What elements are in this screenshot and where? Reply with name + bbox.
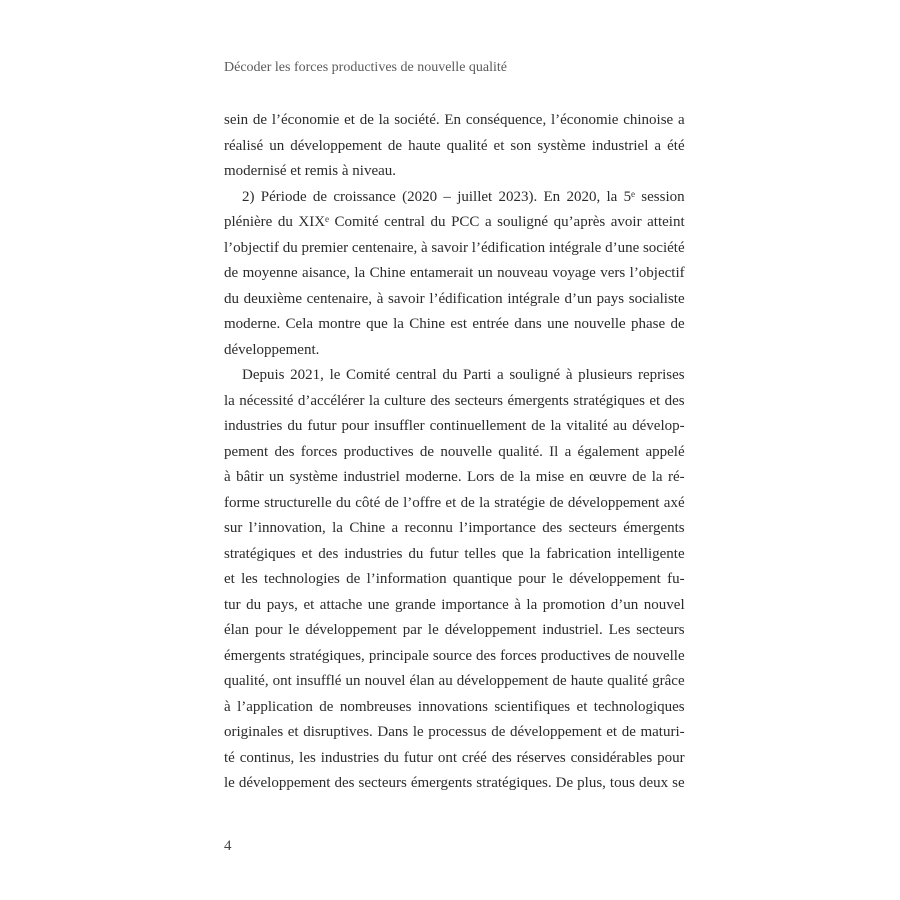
text-line [224,389,685,415]
text-line-content: pement des forces productives de nouvelle qualité. Il a également appelé [224,443,685,460]
text-line-content: qualité, ont insufflé un nouvel élan au développement de haute qualité grâce [224,673,685,689]
text-line [224,338,685,364]
text-line [224,134,685,160]
text-line [224,593,685,619]
text-line-content: le développement des secteurs émergents stratégiques. De plus, tous deux se [224,775,685,791]
text-line-content: sein de l’économie et de la société. En conséquence, l’économie chinoise a [224,112,685,128]
text-line-content: forme structurelle du côté de l’offre et de la stratégie de développement axé [224,494,685,511]
text-line-content: moderne. Cela montre que la Chine est entrée dans une nouvelle phase de [224,316,685,332]
body-text [224,108,685,797]
paragraph [224,185,685,364]
paragraph [224,108,685,185]
text-line [224,108,685,134]
text-line-content: développement. [224,341,320,358]
text-line [224,695,685,721]
text-line-content: plénière du XIXᵉ Comité central du PCC a souligné qu’après avoir atteint [224,214,685,230]
text-line [224,491,685,517]
text-line [224,618,685,644]
text-line-content: du deuxième centenaire, à savoir l’édification intégrale d’un pays socialiste [224,290,685,307]
text-line [224,414,685,440]
text-line [224,210,685,236]
text-line [224,720,685,746]
text-line-content: stratégiques et des industries du futur telles que la fabrication intelligente [224,545,685,562]
text-line [224,312,685,338]
text-line-content: élan pour le développement par le développement industriel. Les secteurs [224,622,685,638]
text-line [224,261,685,287]
text-line-content: à bâtir un système industriel moderne. Lors de la mise en œuvre de la ré- [224,469,685,485]
text-line [224,236,685,262]
text-line [224,287,685,313]
text-line [224,440,685,466]
text-line [224,644,685,670]
page-number: 4 [224,838,232,854]
text-line [224,363,685,389]
text-line-content: sur l’innovation, la Chine a reconnu l’importance des secteurs émergents [224,520,685,536]
text-line [224,516,685,542]
text-line-content: et les technologies de l’information quantique pour le développement fu- [224,571,685,587]
text-line-content: tur du pays, et attache une grande importance à la promotion d’un nouvel [224,596,685,613]
text-line-content: réalisé un développement de haute qualité et son système industriel a été [224,137,685,154]
text-line-content: la nécessité d’accélérer la culture des secteurs émergents stratégiques et des [224,392,685,409]
paragraph [224,363,685,797]
text-line [224,567,685,593]
text-line [224,159,685,185]
text-line [224,542,685,568]
text-line-content: industries du futur pour insuffler continuellement de la vitalité au dévelop- [224,418,685,434]
running-header: Décoder les forces productives de nouvelle qualité [224,60,508,75]
text-line [224,465,685,491]
text-line-content: à l’application de nombreuses innovations scientifiques et technologiques [224,698,685,715]
text-line-content: émergents stratégiques, principale source des forces productives de nouvelle [224,647,685,664]
text-line [224,669,685,695]
text-line-content: originales et disruptives. Dans le processus de développement et de maturi- [224,724,685,740]
text-line-content: modernisé et remis à niveau. [224,163,397,179]
text-line-content: Depuis 2021, le Comité central du Parti a souligné à plusieurs reprises [242,367,685,383]
text-line-content: de moyenne aisance, la Chine entamerait un nouveau voyage vers l’objectif [224,265,685,281]
text-line-content: té continus, les industries du futur ont créé des réserves considérables pour [224,749,685,766]
text-line [224,771,685,797]
text-line [224,746,685,772]
text-line [224,185,685,211]
text-line-content: 2) Période de croissance (2020 – juillet 2023). En 2020, la 5ᵉ session [242,188,685,205]
text-line-content: l’objectif du premier centenaire, à savoir l’édification intégrale d’une société [224,239,685,256]
